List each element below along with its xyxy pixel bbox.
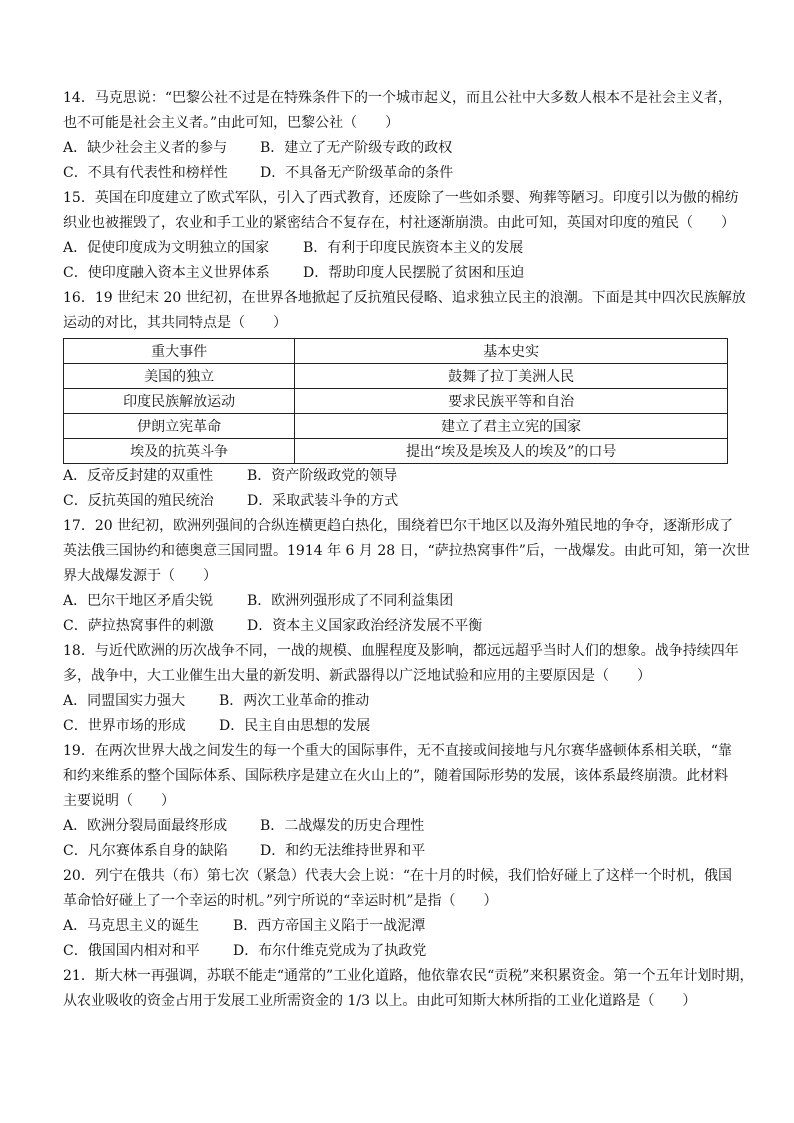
table-cell: 印度民族解放运动: [64, 389, 295, 414]
question-stem: 从农业吸收的资金占用于发展工业所需资金的 1/3 以上。由此可知斯大林所指的工业化道路是（ ）: [63, 993, 697, 1009]
table-row: [64, 364, 728, 389]
option-b: B．有利于印度民族资本主义的发展: [303, 240, 524, 256]
table-cell: 建立了君主立宪的国家: [295, 414, 728, 439]
question-stem: 和约来维系的整个国际体系、国际秩序是建立在火山上的”，随着国际形势的发展，该体系最终崩溃。此材料: [63, 768, 729, 784]
question-stem: 18．与近代欧洲的历次战争不同，一战的规模、血腥程度及影响，都远远超乎当时人们的想象。战争持续四年: [63, 643, 739, 659]
option-a: A．促使印度成为文明独立的国家: [63, 240, 270, 256]
option-c: C．凡尔赛体系自身的缺陷: [63, 843, 228, 859]
question-stem: 也不可能是社会主义者。”由此可知，巴黎公社（ ）: [63, 115, 400, 131]
question-stem: 16．19 世纪末 20 世纪初，在世界各地掀起了反抗殖民侵略、追求独立民主的浪潮。下面是其中四次民族解放: [63, 290, 746, 306]
option-b: B．建立了无产阶级专政的政权: [260, 140, 453, 156]
question-stem: 15．英国在印度建立了欧式军队，引入了西式教育，还废除了一些如杀婴、殉葬等陋习。印度引以为傲的棉纺: [63, 190, 739, 206]
option-a: A．欧洲分裂局面最终形成: [63, 818, 228, 834]
option-d: D．民主自由思想的发展: [219, 718, 371, 734]
question-17: [63, 514, 750, 639]
option-c: C．使印度融入资本主义世界体系: [63, 265, 270, 281]
question-15: [63, 186, 739, 286]
question-16: [63, 286, 746, 514]
option-d: D．不具备无产阶级革命的条件: [260, 165, 454, 181]
question-stem: 多，战争中，大工业催生出大量的新发明、新武器得以广泛地试验和应用的主要原因是（ ）: [63, 668, 651, 684]
option-a: A．反帝反封建的双重性: [63, 468, 214, 484]
option-c: C．俄国国内相对和平: [63, 943, 200, 959]
question-stem: 运动的对比，其共同特点是（ ）: [63, 315, 287, 331]
option-c: C．世界市场的形成: [63, 718, 186, 734]
option-a: A．马克思主义的诞生: [63, 918, 200, 934]
option-d: D．采取武装斗争的方式: [247, 493, 399, 509]
question-stem: 界大战爆发源于（ ）: [63, 568, 217, 584]
option-d: D．资本主义国家政治经济发展不平衡: [247, 618, 483, 634]
question-14: [63, 86, 735, 186]
option-b: B．欧洲列强形成了不同利益集团: [247, 593, 454, 609]
question-stem: 17．20 世纪初，欧洲列强间的合纵连横更趋白热化，围绕着巴尔干地区以及海外殖民地的争夺，逐渐形成了: [63, 518, 734, 534]
table-header-row: [64, 339, 728, 364]
option-d: D．布尔什维克党成为了执政党: [233, 943, 427, 959]
option-a: A．巴尔干地区矛盾尖锐: [63, 593, 214, 609]
option-d: D．和约无法维持世界和平: [260, 843, 426, 859]
question-stem: 革命恰好碰上了一个幸运的时机。”列宁所说的“幸运时机”是指（ ）: [63, 893, 498, 909]
question-stem: 20．列宁在俄共（布）第七次（紧急）代表大会上说：“在十月的时候，我们恰好碰上了这样一个时机，俄国: [63, 868, 732, 884]
option-c: C．反抗英国的殖民统治: [63, 493, 214, 509]
question-stem: 21．斯大林一再强调，苏联不能走“通常的”工业化道路，他依靠农民“贡税”来积累资金。第一个五年计划时期，: [63, 968, 754, 984]
option-a: A．同盟国实力强大: [63, 693, 186, 709]
question-stem: 19．在两次世界大战之间发生的每一个重大的国际事件，无不直接或间接地与凡尔赛华盛顿体系相关联，“靠: [63, 743, 732, 759]
question-stem: 14．马克思说：“巴黎公社不过是在特殊条件下的一个城市起义，而且公社中大多数人根本不是社会主义者，: [63, 90, 732, 106]
table-row: [64, 389, 728, 414]
option-b: B．西方帝国主义陷于一战泥潭: [233, 918, 426, 934]
option-c: C．不具有代表性和榜样性: [63, 165, 228, 181]
option-b: B．两次工业革命的推动: [219, 693, 370, 709]
table-cell: 鼓舞了拉丁美洲人民: [295, 364, 728, 389]
table-cell: 要求民族平等和自治: [295, 389, 728, 414]
option-a: A．缺少社会主义者的参与: [63, 140, 228, 156]
exam-page: [63, 86, 754, 1014]
table-cell: 伊朗立宪革命: [64, 414, 295, 439]
table-cell: 提出“埃及是埃及人的埃及”的口号: [295, 439, 728, 464]
question-19: [63, 739, 735, 864]
table-cell: 美国的独立: [64, 364, 295, 389]
option-c: C．萨拉热窝事件的刺激: [63, 618, 214, 634]
table-row: [64, 439, 728, 464]
table-cell: 埃及的抗英斗争: [64, 439, 295, 464]
question-stem: 英法俄三国协约和德奥意三国同盟。1914 年 6 月 28 日，“萨拉热窝事件”后，一战爆发。由此可知，第一次世: [63, 543, 750, 559]
question-18: [63, 639, 739, 739]
comparison-table: [63, 338, 728, 464]
option-b: B．二战爆发的历史合理性: [260, 818, 425, 834]
table-header: 基本史实: [295, 339, 728, 364]
table-header: 重大事件: [64, 339, 295, 364]
option-d: D．帮助印度人民摆脱了贫困和压迫: [303, 265, 525, 281]
option-b: B．资产阶级政党的领导: [247, 468, 398, 484]
table-row: [64, 414, 728, 439]
question-stem: 主要说明（ ）: [63, 793, 175, 809]
question-stem: 织业也被摧毁了，农业和手工业的紧密结合不复存在，村社逐渐崩溃。由此可知，英国对印度的殖民（ ）: [63, 215, 735, 231]
question-21: [63, 964, 754, 1014]
question-20: [63, 864, 735, 964]
